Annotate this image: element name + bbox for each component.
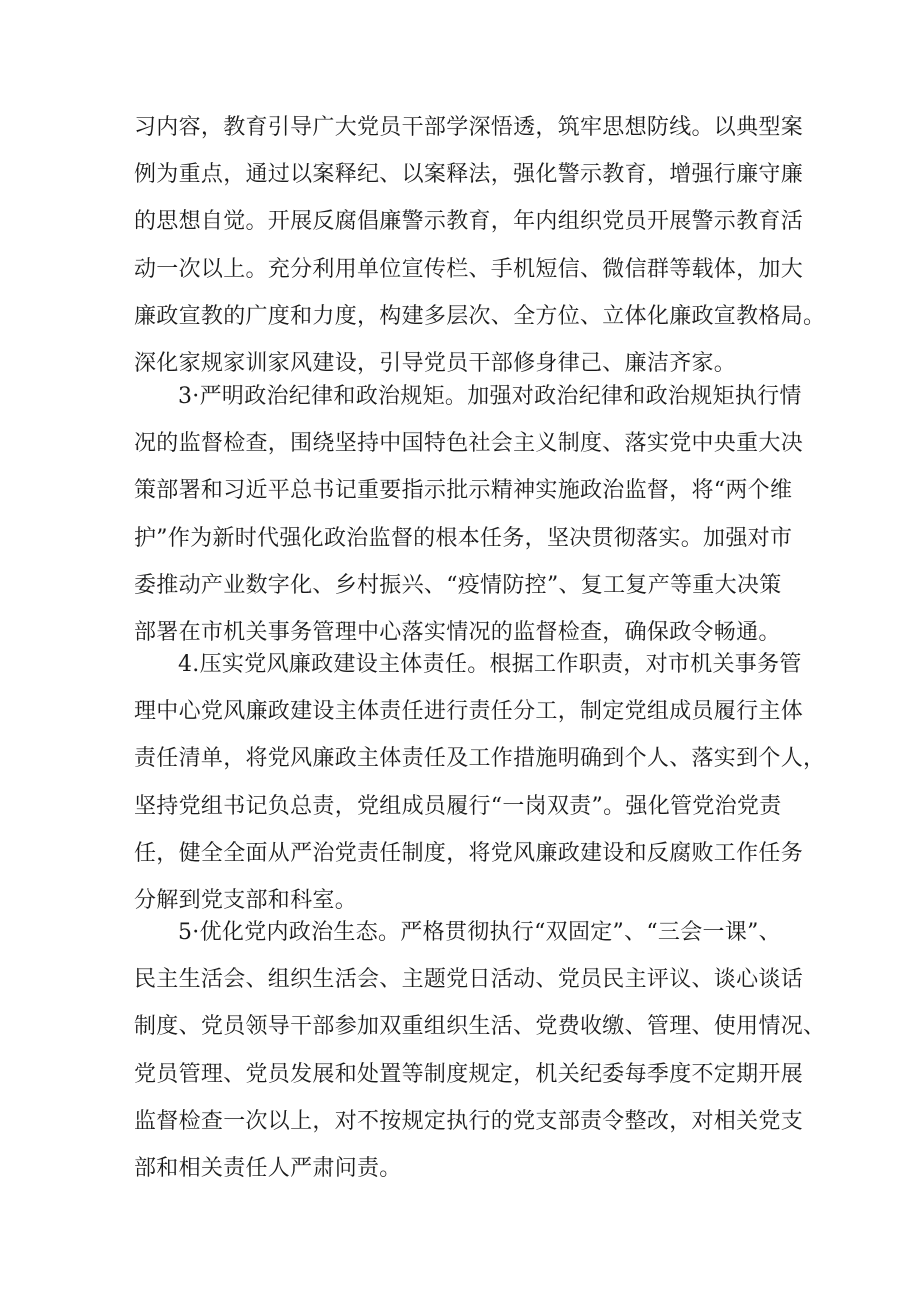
- text-line: 例为重点，通过以案释纪、以案释法，强化警示教育，增强行廉守廉: [134, 162, 804, 188]
- text-line: 党员管理、党员发展和处置等制度规定，机关纪委每季度不定期开展: [134, 1061, 804, 1087]
- text-line: 策部署和习近平总书记重要指示批示精神实施政治监督，将“两个维: [134, 478, 793, 504]
- text-line: 护”作为新时代强化政治监督的根本任务，坚决贯彻落实。加强对市: [134, 525, 793, 551]
- paragraph-item-3: [134, 373, 804, 656]
- text-line: 任，健全全面从严治党责任制度，将党风廉政建设和反腐败工作任务: [134, 840, 804, 866]
- text-line: 监督检查一次以上，对不按规定执行的党支部责令整改，对相关党支: [134, 1108, 804, 1134]
- text-line: 4.压实党风廉政建设主体责任。根据工作职责，对市机关事务管: [178, 652, 802, 677]
- text-line: 部和相关责任人严肃问责。: [134, 1155, 402, 1181]
- text-line: 廉政宣教的广度和力度，构建多层次、全方位、立体化廉政宣教格局。: [134, 303, 826, 329]
- text-line: 分解到党支部和科室。: [134, 887, 358, 913]
- text-line: 况的监督检查，围绕坚持中国特色社会主义制度、落实党中央重大决: [134, 431, 804, 457]
- text-line: 3·严明政治纪律和政治规矩。加强对政治纪律和政治规矩执行情: [178, 384, 802, 409]
- text-line: 制度、党员领导干部参加双重组织生活、党费收缴、管理、使用情况、: [134, 1014, 826, 1040]
- text-line: 委推动产业数字化、乡村振兴、“疫情防控”、复工复产等重大决策: [134, 572, 782, 598]
- paragraph-continuation: [134, 104, 826, 387]
- text-line: 动一次以上。充分利用单位宣传栏、手机短信、微信群等载体，加大: [134, 256, 804, 282]
- text-line: 理中心党风廉政建设主体责任进行责任分工，制定党组成员履行主体: [134, 699, 804, 725]
- text-line: 坚持党组书记负总责，党组成员履行“一岗双责”。强化管党治党责: [134, 793, 782, 819]
- paragraph-item-5: [134, 909, 826, 1192]
- text-line: 5·优化党内政治生态。严格贯彻执行“双固定”、“三会一课”、: [178, 920, 781, 945]
- text-line: 深化家规家训家风建设，引导党员干部修身律己、廉洁齐家。: [134, 350, 737, 376]
- text-line: 习内容，教育引导广大党员干部学深悟透，筑牢思想防线。以典型案: [134, 115, 804, 140]
- text-line: 民主生活会、组织生活会、主题党日活动、党员民主评议、谈心谈话: [134, 967, 804, 993]
- paragraph-item-4: [134, 641, 826, 924]
- text-line: 的思想自觉。开展反腐倡廉警示教育，年内组织党员开展警示教育活: [134, 209, 804, 235]
- text-line: 责任清单，将党风廉政主体责任及工作措施明确到个人、落实到个人，: [134, 746, 826, 772]
- text-line: 部署在市机关事务管理中心落实情况的监督检查，确保政令畅通。: [134, 619, 781, 645]
